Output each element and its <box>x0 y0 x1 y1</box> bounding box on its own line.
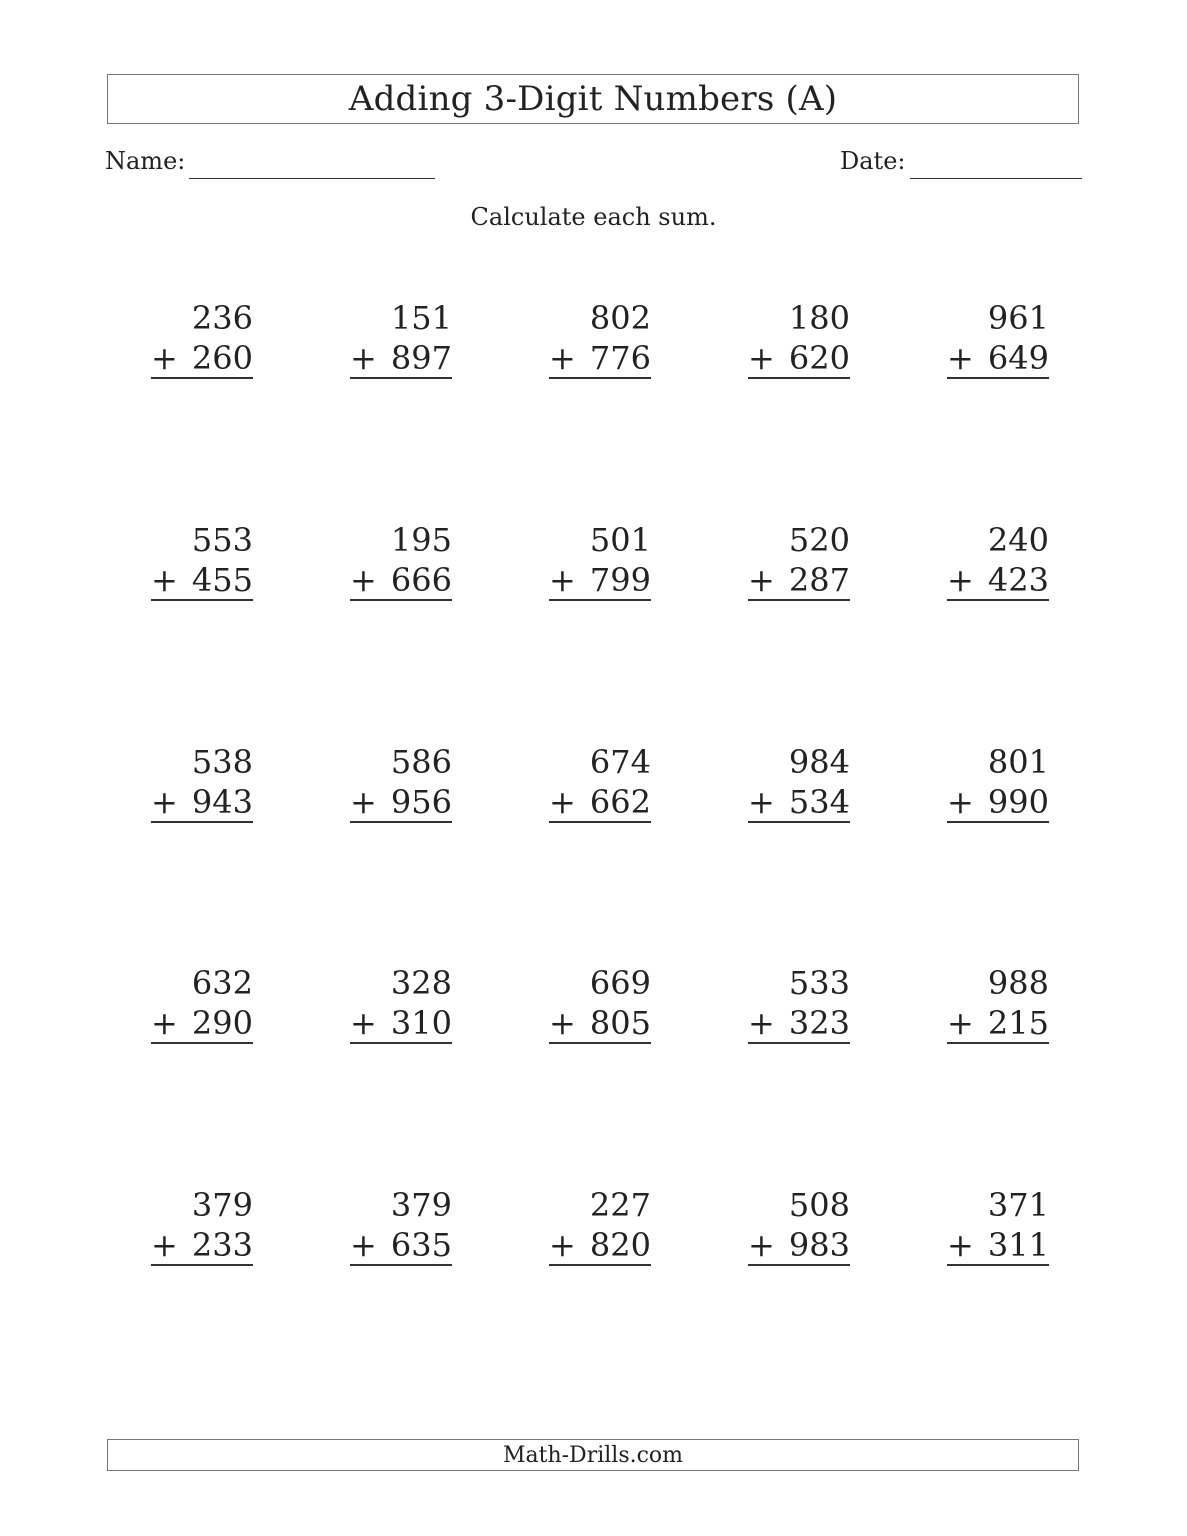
worksheet-title: Adding 3-Digit Numbers (A) <box>348 79 838 119</box>
addend-bottom: 662 <box>589 783 651 821</box>
addend-bottom: 990 <box>987 783 1049 821</box>
addition-problem <box>350 743 452 823</box>
plus-sign: + <box>151 783 178 821</box>
addend-bottom-row <box>748 783 850 823</box>
addend-bottom: 820 <box>589 1226 651 1264</box>
plus-sign: + <box>350 783 377 821</box>
addend-bottom-row <box>350 561 452 601</box>
addend-bottom: 260 <box>191 339 253 377</box>
plus-sign: + <box>549 783 576 821</box>
addend-top: 236 <box>191 299 253 337</box>
addend-bottom-row <box>748 339 850 379</box>
name-input-line[interactable] <box>189 178 435 179</box>
addend-bottom-row <box>151 1004 253 1044</box>
addend-top: 240 <box>987 521 1049 559</box>
addition-problem <box>350 1186 452 1266</box>
addend-top: 501 <box>589 521 651 559</box>
addend-top: 801 <box>987 743 1049 781</box>
addend-top: 151 <box>390 299 452 337</box>
addend-bottom-row <box>947 1226 1049 1266</box>
date-label: Date: <box>840 147 906 175</box>
addend-bottom-row <box>947 1004 1049 1044</box>
plus-sign: + <box>350 561 377 599</box>
title-box <box>107 74 1079 124</box>
addition-problem <box>748 299 850 379</box>
addend-bottom: 635 <box>390 1226 452 1264</box>
addend-top: 533 <box>788 964 850 1002</box>
plus-sign: + <box>350 1004 377 1042</box>
addition-problem <box>947 743 1049 823</box>
plus-sign: + <box>748 1226 775 1264</box>
addend-bottom-row <box>549 1226 651 1266</box>
addend-bottom-row <box>748 561 850 601</box>
addend-top: 328 <box>390 964 452 1002</box>
addend-bottom: 943 <box>191 783 253 821</box>
plus-sign: + <box>549 339 576 377</box>
addend-bottom-row <box>350 1226 452 1266</box>
addend-top: 520 <box>788 521 850 559</box>
addend-bottom-row <box>748 1226 850 1266</box>
plus-sign: + <box>151 1226 178 1264</box>
addition-problem <box>748 521 850 601</box>
addition-problem <box>748 964 850 1044</box>
plus-sign: + <box>748 1004 775 1042</box>
addend-top: 586 <box>390 743 452 781</box>
footer-source: Math-Drills.com <box>502 1442 684 1468</box>
addend-bottom: 534 <box>788 783 850 821</box>
addend-bottom: 310 <box>390 1004 452 1042</box>
addend-top: 632 <box>191 964 253 1002</box>
addend-bottom: 323 <box>788 1004 850 1042</box>
addend-bottom: 666 <box>390 561 452 599</box>
addition-problem <box>350 521 452 601</box>
addend-bottom: 805 <box>589 1004 651 1042</box>
plus-sign: + <box>549 1226 576 1264</box>
instructions: Calculate each sum. <box>470 203 717 231</box>
addend-bottom-row <box>350 783 452 823</box>
plus-sign: + <box>947 783 974 821</box>
plus-sign: + <box>151 561 178 599</box>
addition-problem <box>748 743 850 823</box>
plus-sign: + <box>748 339 775 377</box>
addend-top: 669 <box>589 964 651 1002</box>
addend-bottom: 215 <box>987 1004 1049 1042</box>
name-label: Name: <box>105 147 186 175</box>
addend-top: 379 <box>390 1186 452 1224</box>
addend-top: 538 <box>191 743 253 781</box>
addend-top: 379 <box>191 1186 253 1224</box>
plus-sign: + <box>947 339 974 377</box>
addition-problem <box>549 743 651 823</box>
addend-bottom-row <box>549 1004 651 1044</box>
plus-sign: + <box>549 1004 576 1042</box>
addend-top: 961 <box>987 299 1049 337</box>
addition-problem <box>151 521 253 601</box>
addition-problem <box>350 964 452 1044</box>
plus-sign: + <box>350 1226 377 1264</box>
addition-problem <box>350 299 452 379</box>
date-input-line[interactable] <box>910 178 1082 179</box>
plus-sign: + <box>748 783 775 821</box>
addition-problem <box>748 1186 850 1266</box>
addend-bottom: 233 <box>191 1226 253 1264</box>
addend-bottom-row <box>947 561 1049 601</box>
addend-bottom-row <box>947 339 1049 379</box>
addend-top: 674 <box>589 743 651 781</box>
plus-sign: + <box>151 339 178 377</box>
addend-top: 984 <box>788 743 850 781</box>
addend-bottom-row <box>151 1226 253 1266</box>
addition-problem <box>947 964 1049 1044</box>
addend-bottom-row <box>350 339 452 379</box>
addend-bottom: 423 <box>987 561 1049 599</box>
addend-top: 988 <box>987 964 1049 1002</box>
addend-bottom-row <box>151 339 253 379</box>
addend-bottom: 287 <box>788 561 850 599</box>
plus-sign: + <box>947 1004 974 1042</box>
addend-bottom-row <box>151 561 253 601</box>
addition-problem <box>549 521 651 601</box>
addend-top: 371 <box>987 1186 1049 1224</box>
addend-top: 553 <box>191 521 253 559</box>
plus-sign: + <box>947 1226 974 1264</box>
addend-top: 195 <box>390 521 452 559</box>
addend-bottom: 649 <box>987 339 1049 377</box>
addend-bottom-row <box>549 561 651 601</box>
addition-problem <box>947 521 1049 601</box>
addend-top: 508 <box>788 1186 850 1224</box>
addend-bottom-row <box>549 339 651 379</box>
addend-bottom: 776 <box>589 339 651 377</box>
footer-box <box>107 1439 1079 1471</box>
plus-sign: + <box>350 339 377 377</box>
plus-sign: + <box>947 561 974 599</box>
addend-bottom: 799 <box>589 561 651 599</box>
addend-bottom: 455 <box>191 561 253 599</box>
addend-bottom: 620 <box>788 339 850 377</box>
addend-bottom-row <box>549 783 651 823</box>
addend-bottom-row <box>748 1004 850 1044</box>
plus-sign: + <box>151 1004 178 1042</box>
addend-bottom: 956 <box>390 783 452 821</box>
addend-top: 227 <box>589 1186 651 1224</box>
addition-problem <box>151 1186 253 1266</box>
addend-bottom: 897 <box>390 339 452 377</box>
addition-problem <box>151 299 253 379</box>
addition-problem <box>549 964 651 1044</box>
addend-bottom: 290 <box>191 1004 253 1042</box>
addition-problem <box>151 743 253 823</box>
addend-bottom: 983 <box>788 1226 850 1264</box>
addend-bottom-row <box>350 1004 452 1044</box>
addition-problem <box>549 1186 651 1266</box>
plus-sign: + <box>748 561 775 599</box>
addend-bottom: 311 <box>987 1226 1049 1264</box>
addend-top: 180 <box>788 299 850 337</box>
addition-problem <box>947 1186 1049 1266</box>
plus-sign: + <box>549 561 576 599</box>
addend-bottom-row <box>947 783 1049 823</box>
addition-problem <box>151 964 253 1044</box>
addition-problem <box>947 299 1049 379</box>
addition-problem <box>549 299 651 379</box>
addend-top: 802 <box>589 299 651 337</box>
addend-bottom-row <box>151 783 253 823</box>
